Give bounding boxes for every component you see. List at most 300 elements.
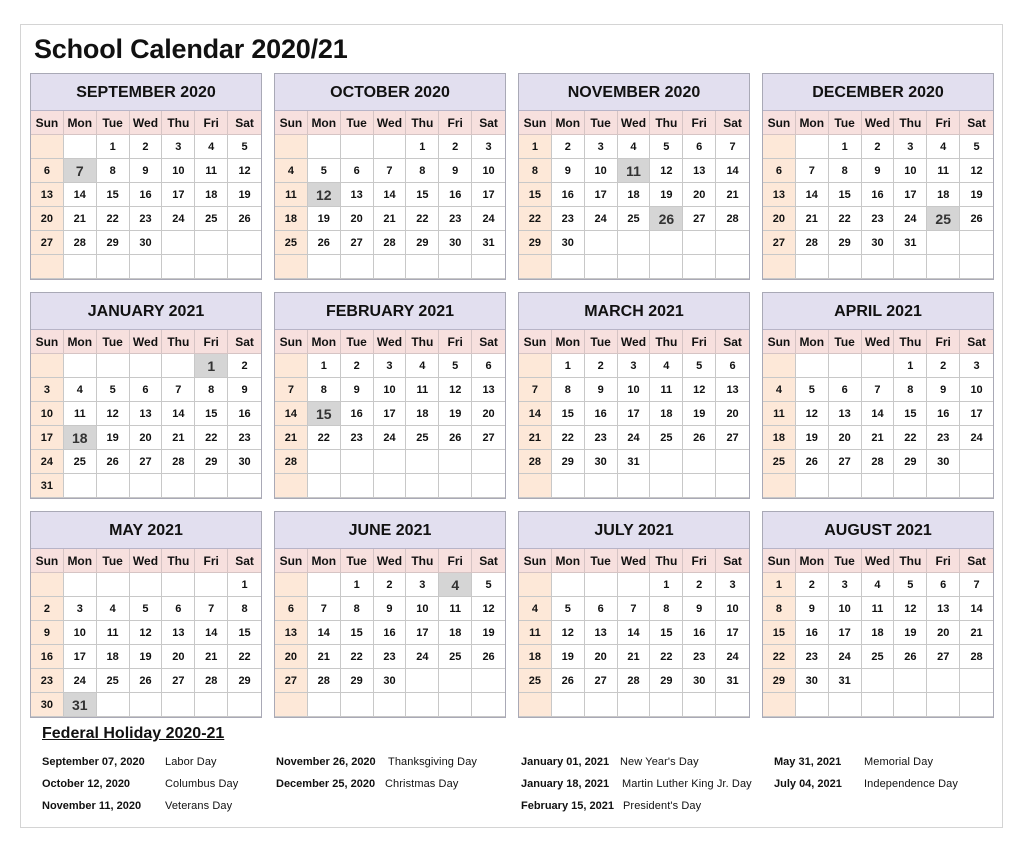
day-cell: 8 [195,378,228,402]
weekday-label: Mon [552,549,585,573]
month-grid [763,549,993,717]
day-cell: 1 [519,135,552,159]
holiday-date: September 07, 2020 [42,756,145,768]
weekday-label: Sat [228,330,261,354]
day-cell: 13 [763,183,796,207]
empty-day-cell [374,255,407,279]
weekday-label: Thu [162,549,195,573]
day-cell: 16 [683,621,716,645]
day-cell: 22 [308,426,341,450]
day-cell: 19 [894,621,927,645]
holiday-date: October 12, 2020 [42,778,131,790]
empty-day-cell [439,474,472,498]
day-cell: 9 [683,597,716,621]
day-cell: 21 [716,183,749,207]
day-cell: 19 [552,645,585,669]
empty-day-cell [650,255,683,279]
day-cell: 10 [894,159,927,183]
holiday-date: January 01, 2021 [521,756,610,768]
empty-day-cell [162,693,195,717]
month-title: JULY 2021 [519,512,749,549]
empty-day-cell [960,450,993,474]
day-cell: 4 [406,354,439,378]
day-cell: 28 [374,231,407,255]
empty-day-cell [228,693,261,717]
day-cell: 14 [796,183,829,207]
weekday-label: Thu [894,111,927,135]
weekday-label: Sun [519,330,552,354]
day-cell: 6 [585,597,618,621]
day-cell: 6 [829,378,862,402]
day-cell: 19 [960,183,993,207]
day-cell: 31 [472,231,505,255]
empty-day-cell [439,450,472,474]
weekday-label: Tue [829,549,862,573]
day-cell: 15 [341,621,374,645]
day-cell: 27 [275,669,308,693]
weekday-label: Fri [683,111,716,135]
day-cell: 12 [130,621,163,645]
day-cell: 21 [862,426,895,450]
empty-day-cell [195,573,228,597]
day-cell: 20 [829,426,862,450]
day-cell: 20 [927,621,960,645]
month-grid [275,330,505,498]
day-cell: 18 [650,402,683,426]
day-cell: 28 [162,450,195,474]
day-cell: 15 [894,402,927,426]
weekday-label: Sun [31,549,64,573]
day-cell: 24 [829,645,862,669]
empty-day-cell [960,693,993,717]
month-title: FEBRUARY 2021 [275,293,505,330]
day-cell: 9 [341,378,374,402]
day-cell: 12 [228,159,261,183]
day-cell: 17 [716,621,749,645]
holiday-date: February 15, 2021 [521,800,614,812]
day-cell: 30 [585,450,618,474]
day-cell: 2 [683,573,716,597]
weekday-label: Sat [716,549,749,573]
weekday-label: Fri [195,111,228,135]
day-cell: 28 [960,645,993,669]
day-cell: 15 [519,183,552,207]
day-cell: 27 [585,669,618,693]
day-cell: 18 [763,426,796,450]
empty-day-cell [275,255,308,279]
day-cell: 5 [228,135,261,159]
empty-day-cell [716,693,749,717]
day-cell: 7 [618,597,651,621]
day-cell: 24 [374,426,407,450]
day-cell: 9 [862,159,895,183]
weekday-label: Fri [683,330,716,354]
day-cell: 9 [552,159,585,183]
day-cell: 10 [406,597,439,621]
weekday-label: Thu [894,330,927,354]
day-cell: 18 [439,621,472,645]
empty-day-cell [683,255,716,279]
weekday-label: Wed [374,330,407,354]
weekday-label: Sun [519,549,552,573]
weekday-label: Wed [618,111,651,135]
day-cell: 20 [472,402,505,426]
empty-day-cell [472,669,505,693]
day-cell: 27 [927,645,960,669]
weekday-label: Wed [862,111,895,135]
weekday-label: Sat [472,111,505,135]
month-title: APRIL 2021 [763,293,993,330]
day-cell: 8 [97,159,130,183]
empty-day-cell [927,669,960,693]
weekday-label: Tue [341,111,374,135]
day-cell: 12 [97,402,130,426]
day-cell: 1 [894,354,927,378]
day-cell: 1 [97,135,130,159]
empty-day-cell [716,450,749,474]
weekday-label: Sun [275,330,308,354]
day-cell: 22 [552,426,585,450]
month-calendar [274,73,506,280]
day-cell: 15 [829,183,862,207]
empty-day-cell [796,255,829,279]
empty-day-cell [862,474,895,498]
empty-day-cell [960,669,993,693]
empty-day-cell [894,474,927,498]
month-grid [31,549,261,717]
empty-day-cell [763,693,796,717]
weekday-label: Sat [716,111,749,135]
empty-day-cell [763,354,796,378]
day-cell: 8 [341,597,374,621]
empty-day-cell [374,450,407,474]
day-cell: 17 [472,183,505,207]
day-cell: 19 [683,402,716,426]
weekday-label: Mon [64,330,97,354]
day-cell: 14 [960,597,993,621]
holiday-date: November 11, 2020 [42,800,142,812]
empty-day-cell [439,255,472,279]
weekday-label: Wed [618,549,651,573]
day-cell: 22 [406,207,439,231]
day-cell: 15 [308,402,341,426]
weekday-label: Mon [552,111,585,135]
weekday-label: Sat [716,330,749,354]
weekday-label: Mon [308,549,341,573]
day-cell: 3 [618,354,651,378]
day-cell: 11 [927,159,960,183]
day-cell: 15 [763,621,796,645]
day-cell: 29 [341,669,374,693]
empty-day-cell [308,450,341,474]
day-cell: 13 [829,402,862,426]
weekday-label: Sat [960,330,993,354]
weekday-label: Mon [308,111,341,135]
empty-day-cell [618,474,651,498]
day-cell: 9 [228,378,261,402]
empty-day-cell [195,693,228,717]
day-cell: 27 [31,231,64,255]
day-cell: 2 [796,573,829,597]
empty-day-cell [308,135,341,159]
weekday-label: Sat [960,549,993,573]
day-cell: 27 [341,231,374,255]
empty-day-cell [275,474,308,498]
day-cell: 29 [650,669,683,693]
day-cell: 6 [130,378,163,402]
day-cell: 6 [162,597,195,621]
day-cell: 25 [618,207,651,231]
day-cell: 8 [650,597,683,621]
day-cell: 10 [374,378,407,402]
day-cell: 31 [894,231,927,255]
day-cell: 10 [618,378,651,402]
holiday-name: Christmas Day [385,778,459,790]
month-title: AUGUST 2021 [763,512,993,549]
day-cell: 25 [763,450,796,474]
day-cell: 25 [97,669,130,693]
day-cell: 28 [64,231,97,255]
day-cell: 25 [195,207,228,231]
weekday-label: Mon [308,330,341,354]
day-cell: 10 [716,597,749,621]
day-cell: 10 [162,159,195,183]
weekday-label: Tue [829,330,862,354]
day-cell: 11 [862,597,895,621]
day-cell: 7 [796,159,829,183]
empty-day-cell [97,693,130,717]
weekday-label: Fri [439,330,472,354]
empty-day-cell [162,573,195,597]
day-cell: 18 [519,645,552,669]
empty-day-cell [552,573,585,597]
holiday-name: New Year's Day [620,756,699,768]
day-cell: 4 [195,135,228,159]
day-cell: 10 [585,159,618,183]
day-cell: 5 [552,597,585,621]
day-cell: 27 [716,426,749,450]
day-cell: 24 [472,207,505,231]
empty-day-cell [683,450,716,474]
day-cell: 4 [927,135,960,159]
day-cell: 5 [130,597,163,621]
empty-day-cell [927,474,960,498]
empty-day-cell [374,693,407,717]
empty-day-cell [683,693,716,717]
day-cell: 18 [97,645,130,669]
empty-day-cell [195,231,228,255]
day-cell: 12 [472,597,505,621]
day-cell: 28 [716,207,749,231]
day-cell: 19 [796,426,829,450]
day-cell: 27 [829,450,862,474]
day-cell: 30 [927,450,960,474]
day-cell: 21 [308,645,341,669]
month-title: JANUARY 2021 [31,293,261,330]
empty-day-cell [130,354,163,378]
day-cell: 29 [763,669,796,693]
month-title: OCTOBER 2020 [275,74,505,111]
empty-day-cell [97,474,130,498]
day-cell: 23 [341,426,374,450]
empty-day-cell [275,135,308,159]
month-title: JUNE 2021 [275,512,505,549]
day-cell: 6 [763,159,796,183]
day-cell: 21 [960,621,993,645]
empty-day-cell [552,474,585,498]
day-cell: 28 [796,231,829,255]
day-cell: 5 [439,354,472,378]
month-calendar [762,511,994,718]
day-cell: 1 [228,573,261,597]
empty-day-cell [650,474,683,498]
weekday-label: Fri [439,549,472,573]
weekday-label: Fri [439,111,472,135]
empty-day-cell [552,693,585,717]
month-calendar [274,511,506,718]
day-cell: 29 [195,450,228,474]
month-calendar [762,73,994,280]
day-cell: 7 [374,159,407,183]
empty-day-cell [64,135,97,159]
day-cell: 13 [716,378,749,402]
day-cell: 3 [31,378,64,402]
month-title: SEPTEMBER 2020 [31,74,261,111]
empty-day-cell [162,231,195,255]
day-cell: 18 [406,402,439,426]
day-cell: 18 [862,621,895,645]
day-cell: 4 [862,573,895,597]
day-cell: 26 [130,669,163,693]
day-cell: 1 [829,135,862,159]
day-cell: 10 [960,378,993,402]
weekday-label: Wed [130,330,163,354]
empty-day-cell [716,474,749,498]
day-cell: 12 [650,159,683,183]
holiday-date: November 26, 2020 [276,756,376,768]
empty-day-cell [130,693,163,717]
day-cell: 31 [716,669,749,693]
day-cell: 15 [228,621,261,645]
day-cell: 20 [341,207,374,231]
day-cell: 20 [275,645,308,669]
day-cell: 16 [927,402,960,426]
empty-day-cell [31,573,64,597]
weekday-label: Thu [406,111,439,135]
day-cell: 6 [472,354,505,378]
weekday-label: Fri [683,549,716,573]
empty-day-cell [927,693,960,717]
day-cell: 14 [519,402,552,426]
day-cell: 4 [97,597,130,621]
day-cell: 24 [406,645,439,669]
day-cell: 31 [829,669,862,693]
day-cell: 6 [31,159,64,183]
holiday-name: Veterans Day [165,800,233,812]
day-cell: 24 [618,426,651,450]
weekday-label: Sun [763,330,796,354]
day-cell: 4 [650,354,683,378]
day-cell: 30 [31,693,64,717]
day-cell: 4 [275,159,308,183]
day-cell: 7 [308,597,341,621]
empty-day-cell [341,693,374,717]
empty-day-cell [960,231,993,255]
day-cell: 5 [97,378,130,402]
day-cell: 1 [308,354,341,378]
day-cell: 5 [960,135,993,159]
day-cell: 20 [31,207,64,231]
day-cell: 23 [228,426,261,450]
day-cell: 29 [97,231,130,255]
day-cell: 20 [763,207,796,231]
empty-day-cell [894,255,927,279]
day-cell: 8 [829,159,862,183]
empty-day-cell [97,354,130,378]
day-cell: 30 [374,669,407,693]
day-cell: 9 [796,597,829,621]
weekday-label: Mon [64,111,97,135]
day-cell: 6 [341,159,374,183]
day-cell: 15 [97,183,130,207]
day-cell: 28 [862,450,895,474]
day-cell: 17 [618,402,651,426]
month-grid [31,330,261,498]
day-cell: 5 [650,135,683,159]
day-cell: 3 [716,573,749,597]
month-calendar [518,511,750,718]
weekday-label: Tue [585,549,618,573]
weekday-label: Thu [162,111,195,135]
day-cell: 23 [683,645,716,669]
empty-day-cell [130,255,163,279]
day-cell: 24 [960,426,993,450]
day-cell: 29 [829,231,862,255]
empty-day-cell [64,474,97,498]
day-cell: 20 [683,183,716,207]
empty-day-cell [519,573,552,597]
day-cell: 15 [406,183,439,207]
day-cell: 4 [618,135,651,159]
empty-day-cell [64,255,97,279]
month-grid [519,330,749,498]
day-cell: 2 [341,354,374,378]
empty-day-cell [519,354,552,378]
day-cell: 22 [763,645,796,669]
day-cell: 8 [228,597,261,621]
day-cell: 26 [683,426,716,450]
weekday-label: Wed [374,111,407,135]
day-cell: 30 [796,669,829,693]
month-grid [275,111,505,279]
empty-day-cell [275,573,308,597]
month-calendar [518,292,750,499]
day-cell: 15 [195,402,228,426]
empty-day-cell [927,231,960,255]
empty-day-cell [618,693,651,717]
day-cell: 14 [64,183,97,207]
day-cell: 19 [472,621,505,645]
day-cell: 8 [406,159,439,183]
day-cell: 3 [162,135,195,159]
day-cell: 26 [796,450,829,474]
day-cell: 20 [716,402,749,426]
day-cell: 21 [275,426,308,450]
day-cell: 26 [960,207,993,231]
empty-day-cell [472,255,505,279]
weekday-label: Thu [162,330,195,354]
day-cell: 16 [796,621,829,645]
